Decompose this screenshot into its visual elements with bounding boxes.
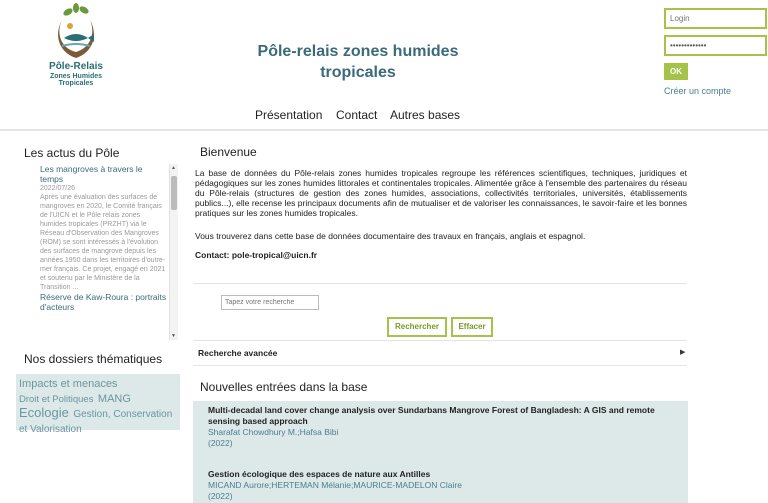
site-logo[interactable]: [44, 2, 108, 90]
nav-autres-bases[interactable]: Autres bases: [390, 108, 461, 122]
site-header: [0, 0, 768, 130]
scroll-down-icon[interactable]: ▼: [171, 333, 176, 339]
entry-year: (2022): [208, 491, 233, 501]
tag-ecologie[interactable]: Ecologie: [19, 405, 69, 420]
clear-button[interactable]: Effacer: [451, 317, 493, 337]
scroll-thumb[interactable]: [171, 176, 177, 210]
new-entries-title: Nouvelles entrées dans la base: [200, 380, 368, 394]
tag-gestion-conservation[interactable]: Gestion, Conservation et Valorisation: [19, 409, 173, 435]
news-article-title[interactable]: Les mangroves à travers le temps: [40, 164, 143, 184]
divider: [193, 283, 687, 284]
login-username-input[interactable]: [664, 8, 767, 29]
nav-contact[interactable]: Contact: [336, 108, 378, 122]
tag-droit-politiques[interactable]: Droit et Politiques: [19, 394, 94, 405]
main-nav: [0, 108, 768, 124]
logo-line3: Tropicales: [58, 79, 94, 87]
tag-mang[interactable]: MANG: [97, 393, 131, 405]
entry-authors[interactable]: MICAND Aurore;HERTEMAN Mélanie;MAURICE-MADELON Claire: [208, 480, 462, 490]
advanced-search-toggle[interactable]: Recherche avancée: [198, 348, 278, 358]
news-article-title-2[interactable]: Réserve de Kaw-Roura : portraits d'acteurs: [40, 292, 167, 312]
list-item: [208, 405, 678, 449]
tag-cloud: [16, 374, 180, 435]
news-section-title: Les actus du Pôle: [24, 146, 120, 160]
logo-line1: Pôle-Relais: [49, 61, 103, 72]
entry-title[interactable]: Multi-decadal land cover change analysis over Sundarbans Mangrove Forest of Bangladesh: A GIS and remote sensing based approach: [208, 405, 655, 426]
welcome-paragraph: La base de données du Pôle-relais zones humides tropicales regroupe les références scientifiques, techniques, juridiques et pédagogiques sur les zones humides littorales et continentales tropicales. Alimentée grâce à l'ensemble des partenaires du réseau du Pôle-relais (structures de gestion des zones humides, associations, collectivités territoriales, universités, établissements publics...), elle recense les principaux documents afin de mutualiser et de valoriser les connaissances, le savoir-faire et les bonnes pratiques sur les zones humides tropicales.: [195, 168, 687, 218]
login-ok-button[interactable]: OK: [664, 63, 688, 80]
header-divider: [0, 129, 768, 131]
dossiers-section-title: Nos dossiers thématiques: [24, 352, 163, 366]
chevron-right-icon[interactable]: ▶: [680, 349, 686, 356]
entry-year: (2022): [208, 438, 233, 448]
welcome-paragraph-languages: Vous trouverez dans cette base de données documentaire des travaux en français, anglais et espagnol.: [195, 231, 586, 241]
search-input[interactable]: [221, 295, 319, 310]
tag-impacts-menaces[interactable]: Impacts et menaces: [19, 378, 118, 390]
news-scrollbar[interactable]: [169, 164, 178, 340]
logo-text: [44, 62, 108, 87]
nav-presentation[interactable]: Présentation: [255, 108, 323, 122]
search-button[interactable]: Rechercher: [387, 317, 447, 337]
list-item: [208, 469, 678, 502]
logo-line2: Zones Humides: [49, 72, 103, 80]
logo-emblem-icon: [50, 2, 102, 60]
contact-line: Contact: pole-tropical@uicn.fr: [195, 250, 318, 260]
login-password-input[interactable]: [664, 35, 767, 56]
entry-title[interactable]: Gestion écologique des espaces de nature aux Antilles: [208, 469, 431, 479]
news-article-date: 2022/07/26: [40, 185, 76, 192]
divider: [193, 340, 687, 341]
site-title: Pôle-relais zones humides tropicales: [257, 43, 459, 81]
create-account-link[interactable]: Créer un compte: [664, 86, 732, 96]
news-scroll-box[interactable]: [40, 164, 178, 340]
news-list: [40, 164, 168, 312]
divider: [193, 365, 687, 366]
new-entries-list: [193, 401, 688, 503]
scroll-up-icon[interactable]: ▲: [171, 165, 176, 171]
welcome-title: Bienvenue: [200, 145, 257, 159]
entry-authors[interactable]: Sharafat Chowdhury M.;Hafsa Bibi: [208, 427, 339, 437]
news-article-text: Après une évaluation des surfaces de mangroves en 2020, le Comité français de l'UICN et le Pôle relais zones humides tropicales (PRZHT) via le Réseau d'Observation des Mangroves (ROM) se sont intéressés à l'évolution des surfaces de mangrove depuis les années 1950 dans les territoires d'outre-mer français. Ce projet, engagé en 2021 et soutenu par le Ministère de la Transition ...: [40, 194, 166, 291]
